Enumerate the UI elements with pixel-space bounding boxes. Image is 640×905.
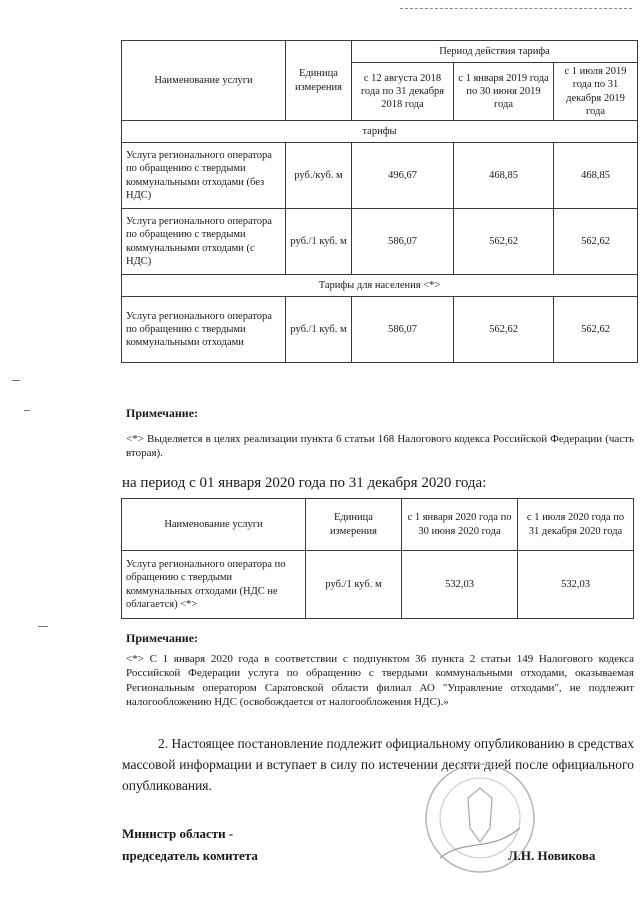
table-row <box>122 209 638 275</box>
row-service: Услуга регионального оператора по обращению с твердыми коммунальных отходами (НДС не облагается) <*> <box>122 551 306 619</box>
row-value-1: 496,67 <box>352 143 454 209</box>
header-period-3: с 1 июля 2019 года по 31 декабря 2019 года <box>554 63 638 121</box>
header-unit: Единица измерения <box>286 41 352 121</box>
row-value-2: 532,03 <box>518 551 634 619</box>
scan-mark <box>38 626 48 627</box>
scan-mark <box>12 380 20 381</box>
row-value-1: 532,03 <box>402 551 518 619</box>
header-period-2: с 1 июля 2020 года по 31 декабря 2020 года <box>518 499 634 551</box>
table-row <box>122 143 638 209</box>
header-period-1: с 1 января 2020 года по 30 июня 2020 года <box>402 499 518 551</box>
tariff-table-2020 <box>121 498 634 619</box>
note-2-title: Примечание: <box>126 631 199 645</box>
signature-name: Л.Н. Новикова <box>508 848 596 863</box>
note-1-title: Примечание: <box>126 406 199 420</box>
row-value-1: 586,07 <box>352 209 454 275</box>
row-unit: руб./куб. м <box>286 143 352 209</box>
row-value-1: 586,07 <box>352 297 454 363</box>
row-unit: руб./1 куб. м <box>286 297 352 363</box>
header-period-2: с 1 января 2019 года по 30 июня 2019 года <box>454 63 554 121</box>
tariff-table-2018-2019 <box>121 40 638 363</box>
row-service: Услуга регионального оператора по обращению с твердыми коммунальными отходами (с НДС) <box>122 209 286 275</box>
row-value-2: 468,85 <box>454 143 554 209</box>
table-row <box>122 297 638 363</box>
row-value-2: 562,62 <box>454 209 554 275</box>
table-row <box>122 551 634 619</box>
row-value-2: 562,62 <box>454 297 554 363</box>
section-population: Тарифы для населения <*> <box>122 275 638 297</box>
row-value-3: 468,85 <box>554 143 638 209</box>
signature-title-line-1: Министр области - <box>122 826 234 841</box>
signature-title-line-2: председатель комитета <box>122 848 258 863</box>
scan-artifact-line <box>400 8 632 9</box>
header-period: Период действия тарифа <box>352 41 638 63</box>
header-period-1: с 12 августа 2018 года по 31 декабря 2018 года <box>352 63 454 121</box>
row-unit: руб./1 куб. м <box>306 551 402 619</box>
period-heading-2020: на период с 01 января 2020 года по 31 декабря 2020 года: <box>122 475 487 491</box>
note-2-text: <*> С 1 января 2020 года в соответствии с подпунктом 36 пункта 2 статьи 149 Налогового кодекса Российской Федерации услуга по обращению с твердыми коммунальными отходами, оказываемая Региональным оператором Саратовской области филиал АО "Управление отходами", не подлежит налогообложению НДС (освобождается от налогообложения НДС).» <box>126 653 634 708</box>
header-unit: Единица измерения <box>306 499 402 551</box>
row-service: Услуга регионального оператора по обращению с твердыми коммунальными отходами (без НДС) <box>122 143 286 209</box>
section-tariffs: тарифы <box>122 121 638 143</box>
row-value-3: 562,62 <box>554 209 638 275</box>
header-service: Наименование услуги <box>122 499 306 551</box>
note-1-text: <*> Выделяется в целях реализации пункта 6 статьи 168 Налогового кодекса Российской Федерации (часть вторая). <box>126 433 634 460</box>
header-service: Наименование услуги <box>122 41 286 121</box>
row-service: Услуга регионального оператора по обращению с твердыми коммунальными отходами <box>122 297 286 363</box>
row-unit: руб./1 куб. м <box>286 209 352 275</box>
publication-paragraph: 2. Настоящее постановление подлежит официальному опубликованию в средствах массовой информации и вступает в силу по истечении десяти дней после официального опубликования. <box>122 736 634 793</box>
scan-mark <box>24 410 30 411</box>
row-value-3: 562,62 <box>554 297 638 363</box>
